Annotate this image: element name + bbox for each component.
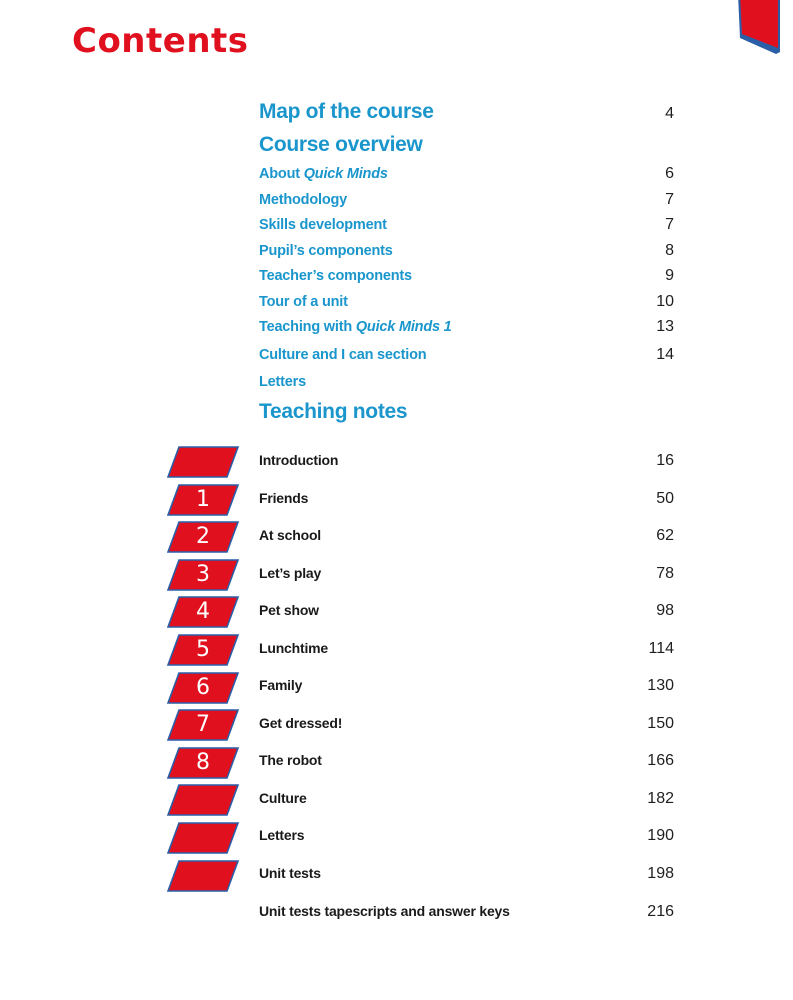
toc-item-label: Family (259, 677, 303, 693)
toc-page-number: 216 (647, 903, 674, 920)
toc-page-number: 50 (656, 490, 674, 507)
toc-item-label: Tour of a unit (259, 294, 348, 310)
toc-page-number: 98 (656, 602, 674, 619)
unit-badge (166, 596, 240, 628)
toc-item-label: Let’s play (259, 565, 322, 581)
toc-item-label: Culture and I can section (259, 347, 427, 363)
toc-page-number: 7 (665, 191, 674, 208)
unit-badge-number (166, 784, 240, 816)
toc-row-unit-1[interactable] (259, 490, 674, 508)
toc-item-label: Pet show (259, 602, 319, 618)
toc-page-number: 16 (656, 452, 674, 469)
unit-badge-number: 2 (196, 524, 210, 549)
toc-page-number: 166 (647, 752, 674, 769)
toc-page-number: 198 (647, 865, 674, 882)
toc-row-pupils-components[interactable] (259, 242, 674, 260)
toc-row-unit-3[interactable] (259, 565, 674, 583)
toc-row-unit-2[interactable] (259, 527, 674, 545)
toc-item-label: Methodology (259, 192, 348, 208)
toc-row-skills-development[interactable] (259, 216, 674, 234)
unit-badge (166, 521, 240, 553)
toc-item-label: Unit tests tapescripts and answer keys (259, 903, 510, 919)
toc-row-teaching-notes[interactable] (259, 400, 674, 424)
toc-item-label: Introduction (259, 452, 339, 468)
toc-item-label: Lunchtime (259, 640, 328, 656)
toc-row-unit-6[interactable] (259, 677, 674, 695)
unit-badge (166, 634, 240, 666)
toc-item-label: Letters (259, 827, 305, 843)
unit-badge (166, 860, 240, 892)
toc-item-label: Pupil’s components (259, 243, 393, 259)
toc-row-teaching-with[interactable] (259, 318, 674, 336)
toc-row-unit-tests[interactable] (259, 865, 674, 883)
toc-page-number: 78 (656, 565, 674, 582)
unit-badge-number: 8 (196, 750, 210, 775)
toc-page-number: 6 (665, 165, 674, 182)
toc-item-label: At school (259, 527, 321, 543)
toc-item-label: Friends (259, 490, 309, 506)
toc-row-unit-4[interactable] (259, 602, 674, 620)
unit-badge-number (166, 446, 240, 478)
toc-row-about-quick-minds[interactable] (259, 165, 674, 183)
unit-badge-number: 6 (196, 675, 210, 700)
toc-page-number: 114 (648, 640, 674, 657)
corner-bookmark-tab (738, 0, 780, 54)
toc-page-number: 10 (656, 293, 674, 310)
unit-badge (166, 559, 240, 591)
unit-badge (166, 822, 240, 854)
unit-badge (166, 709, 240, 741)
toc-item-label: Skills development (259, 217, 387, 233)
toc-page-number: 150 (647, 715, 674, 732)
toc-row-unit-5[interactable] (259, 640, 674, 658)
unit-badge-number (166, 822, 240, 854)
toc-row-letters-overview[interactable] (259, 374, 674, 390)
toc-page-number: 182 (647, 790, 674, 807)
toc-row-culture[interactable] (259, 790, 674, 808)
unit-badge (166, 484, 240, 516)
toc-page-number: 13 (656, 318, 674, 335)
toc-row-culture-i-can[interactable] (259, 346, 674, 364)
toc-item-label: Teaching with Quick Minds 1 (259, 319, 452, 335)
toc-item-label: The robot (259, 752, 322, 768)
toc-row-methodology[interactable] (259, 191, 674, 209)
toc-item-label: Teacher’s components (259, 268, 412, 284)
toc-page-number: 7 (665, 216, 674, 233)
toc-page-number: 62 (656, 527, 674, 544)
unit-badge-number: 1 (196, 487, 210, 512)
toc-page-number: 130 (647, 677, 674, 694)
toc-row-tour-of-unit[interactable] (259, 293, 674, 311)
unit-badge (166, 747, 240, 779)
toc-item-label: Get dressed! (259, 715, 343, 731)
unit-badge (166, 672, 240, 704)
toc-page-number: 190 (647, 827, 674, 844)
toc-row-unit-7[interactable] (259, 715, 674, 733)
toc-row-course-overview[interactable] (259, 133, 674, 157)
toc-section-label: Course overview (259, 133, 423, 156)
unit-badge-number: 7 (196, 712, 210, 737)
toc-section-label: Map of the course (259, 100, 434, 123)
toc-row-letters[interactable] (259, 827, 674, 845)
unit-badge-number: 3 (196, 562, 210, 587)
unit-badge-number: 4 (196, 599, 210, 624)
toc-item-label: Letters (259, 374, 306, 390)
toc-page-number: 8 (665, 242, 674, 259)
toc-item-label: About Quick Minds (259, 166, 388, 182)
unit-badge (166, 784, 240, 816)
unit-badge-number (166, 860, 240, 892)
toc-page-number: 14 (656, 346, 674, 363)
toc-row-unit-8[interactable] (259, 752, 674, 770)
toc-row-introduction[interactable] (259, 452, 674, 470)
toc-row-teachers-components[interactable] (259, 267, 674, 285)
toc-item-label: Unit tests (259, 865, 321, 881)
page-title: Contents (72, 21, 249, 61)
toc-section-label: Teaching notes (259, 400, 408, 423)
toc-page-number: 4 (665, 105, 674, 122)
toc-row-unit-tests-tapescripts[interactable] (259, 903, 674, 921)
toc-row-map-of-course[interactable] (259, 100, 674, 124)
unit-badge-number: 5 (196, 637, 210, 662)
toc-page-number: 9 (665, 267, 674, 284)
unit-badge (166, 446, 240, 478)
toc-item-label: Culture (259, 790, 307, 806)
